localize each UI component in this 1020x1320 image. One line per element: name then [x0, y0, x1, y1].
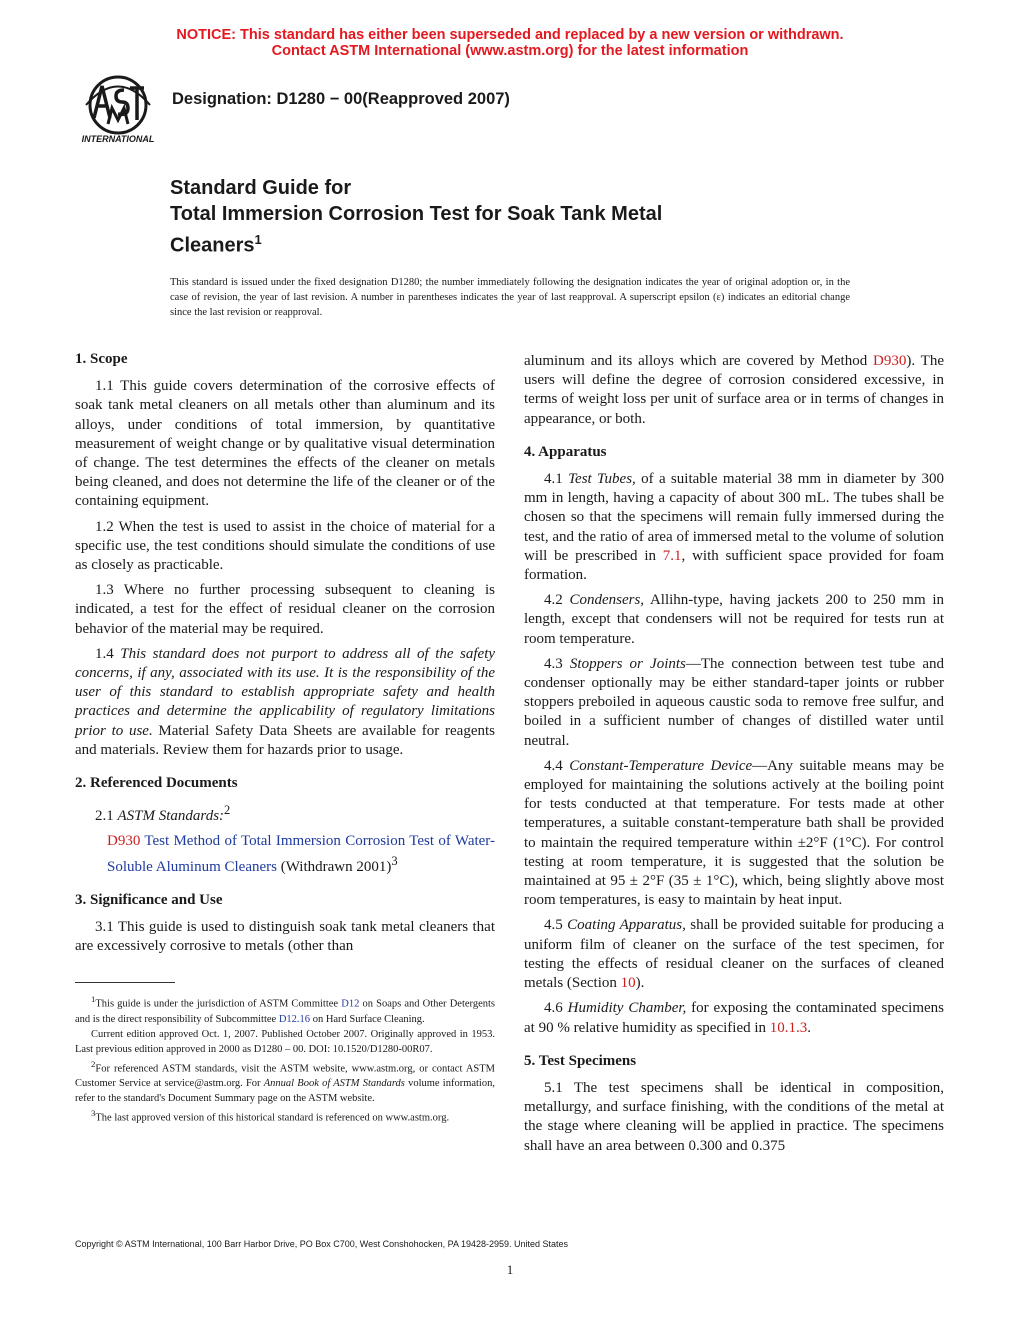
footnote-ref-2[interactable]: 2 [224, 803, 231, 818]
paragraph-text: ). The users will define the degree of corrosion considered excessive, in terms of weight loss per unit of surface area or in terms of changes in appearance, or both. [524, 353, 944, 427]
footnote-text: The last approved version of this historical standard is referenced on www.astm.org. [95, 1112, 450, 1124]
footnote-3 [75, 1106, 495, 1126]
title-footnote-ref[interactable]: 1 [254, 232, 262, 247]
committee-link-d12[interactable]: D12 [341, 998, 360, 1010]
term-condensers: Condensers, [569, 592, 645, 609]
paragraph-5-1: 5.1 The test specimens shall be identical in composition, metallurgy, and surface finishing, with the conditions of the metal at the stage where cleaning will be applied in practice. The specimens shall have an area between 0.300 and 0.375 [524, 1079, 944, 1154]
astm-logo [72, 72, 164, 150]
paragraph-number: 4.2 [544, 592, 570, 609]
footnotes [75, 992, 495, 1126]
left-column [75, 350, 495, 962]
safety-caveat: This standard does not purport to address all of the safety concerns, if any, associated with its use. It is the responsibility of the user of this standard to establish appropriate safety and health practices and determine the applicability of regulatory limitations prior to use. [75, 645, 496, 739]
footnote-text: This guide is under the jurisdiction of ASTM Committee [95, 998, 342, 1010]
title-line-1: Standard Guide for [170, 177, 352, 199]
paragraph-4-4 [524, 757, 944, 911]
footnote-text: on Hard Surface Cleaning. [310, 1013, 425, 1025]
term-constant-temperature-device: Constant-Temperature Device [569, 757, 753, 774]
term-coating-apparatus: Coating Apparatus, [567, 917, 686, 934]
paragraph-4-1 [524, 470, 944, 585]
footnote-text: For referenced ASTM standards, visit the ASTM website, www.astm.org, or contact ASTM Customer Service at service@astm.org. For [75, 1063, 495, 1089]
paragraph-text: , with sufficient space provided for foam formation. [524, 547, 944, 584]
paragraph-1-1: 1.1 This guide covers determination of the corrosive effects of soak tank metal cleaners on all metals other than aluminum and its alloys, under conditions of total immersion, by quantitative measurement of weight change or by qualitative visual determination of change. The test determines the effects of the cleaner on metals being cleaned, and does not determine the life of the cleaner or of the containing equipment. [75, 378, 495, 510]
astm-logo-icon [72, 72, 164, 150]
footnote-marker: 2 [91, 1058, 96, 1069]
footnote-divider [75, 982, 175, 983]
footnote-1-edition: Current edition approved Oct. 1, 2007. Published October 2007. Originally approved in 1953. Last previous edition approved in 2000 as D1280 – 00. DOI: 10.1520/D1280-00R07. [75, 1028, 495, 1055]
reference-title-link[interactable]: Test Method of Total Immersion Corrosion Test of Water-Soluble Aluminum Cleaners [107, 833, 495, 875]
paragraph-text: . [807, 1019, 812, 1036]
section-heading-scope: 1. Scope [75, 351, 128, 367]
paragraph-text: —The connection between test tube and condenser optionally may be either standard-taper joints or rubber stoppers preboiled in aqueous caustic soda to remove free sulfur, and boiled in a sufficient number of changes of distilled water until neutral. [524, 655, 945, 749]
paragraph-number: 4.4 [544, 757, 570, 774]
footnote-2 [75, 1057, 495, 1107]
paragraph-4-5 [524, 916, 944, 993]
paragraph-3-1-continued [524, 352, 944, 429]
paragraph-text: of a suitable material 38 mm in diameter by 300 mm in length, having a capacity of about 300 mL. The tubes shall be chosen so that the specimens will remain fully immersed during the test, and the ratio of area of immersed metal to the volume of solution will be prescribed in [524, 471, 944, 564]
footnote-text: volume information, refer to the standard's Document Summary page on the ASTM website. [75, 1078, 495, 1104]
paragraph-text: for exposing the contaminated specimens at 90 % relative humidity as specified in [524, 1000, 944, 1036]
paragraph-2-1 [75, 801, 495, 826]
section-link-7-1[interactable]: 7.1 [662, 547, 682, 564]
paragraph-4-6 [524, 999, 944, 1037]
footnote-text: on Soaps and Other Detergents and is the direct responsibility of Subcommittee [75, 998, 495, 1025]
book-title: Annual Book of ASTM Standards [263, 1078, 405, 1089]
paragraph-text: Material Safety Data Sheets are available for reagents and materials. Review them for hazards prior to usage. [75, 722, 495, 758]
paragraph-number: 4.3 [544, 655, 570, 672]
footnote-1 [75, 992, 495, 1027]
logo-text: INTERNATIONAL [81, 134, 155, 144]
reference-link-d930[interactable]: D930 [107, 833, 141, 850]
notice-banner [0, 27, 1020, 59]
paragraph-1-2: 1.2 When the test is used to assist in the choice of material for a specific use, the test conditions should simulate the conditions of use as closely as practicable. [75, 518, 495, 574]
page-number: 1 [506, 1262, 514, 1277]
footnote-marker: 3 [91, 1108, 96, 1118]
paragraph-number: 4.6 [544, 1000, 568, 1017]
title-line-2: Total Immersion Corrosion Test for Soak Tank Metal [170, 203, 663, 225]
paragraph-number: 4.5 [544, 917, 568, 934]
section-heading-apparatus: 4. Apparatus [524, 443, 607, 460]
reference-item-d930 [75, 832, 495, 876]
notice-line-1: NOTICE: This standard has either been superseded and replaced by a new version or withdrawn. [176, 27, 844, 43]
paragraph-text: aluminum and its alloys which are covered by Method [524, 353, 874, 369]
reference-status: (Withdrawn 2001) [277, 858, 392, 875]
section-heading-referenced-documents: 2. Referenced Documents [75, 775, 238, 792]
subheading-astm-standards: ASTM Standards: [117, 808, 225, 825]
designation: Designation: D1280 − 00(Reapproved 2007) [172, 90, 510, 108]
title-line-3: Cleaners [170, 234, 255, 257]
paragraph-1-3: 1.3 Where no further processing subsequent to cleaning is indicated, a test for the effect of residual cleaner on the corrosion behavior of the material may be required. [75, 582, 495, 637]
subcommittee-link-d12-16[interactable]: D12.16 [278, 1013, 311, 1025]
paragraph-4-3 [524, 655, 944, 751]
section-heading-significance: 3. Significance and Use [75, 891, 223, 908]
reference-link-d930[interactable]: D930 [873, 353, 907, 369]
paragraph-text: ). [635, 975, 645, 992]
paragraph-3-1: 3.1 This guide is used to distinguish soak tank metal cleaners that are excessively corrosive to metals (other than [75, 919, 495, 955]
paragraph-number: 2.1 [95, 808, 118, 825]
notice-line-2: Contact ASTM International (www.astm.org) for the latest information [271, 43, 749, 59]
paragraph-text: shall be provided suitable for producing a uniform film of cleaner on the surface of the test specimen, for testing the effects of residual cleaner on the surfaces of cleaned metals (Section [524, 917, 945, 992]
footnote-ref-3[interactable]: 3 [391, 853, 398, 868]
paragraph-number: 4.1 [544, 471, 569, 488]
section-heading-test-specimens: 5. Test Specimens [524, 1052, 637, 1069]
paragraph-4-2 [524, 591, 944, 649]
section-link-10-1-3[interactable]: 10.1.3 [769, 1019, 808, 1036]
issuance-note: This standard is issued under the fixed designation D1280; the number immediately following the designation indicates the year of original adoption or, in the case of revision, the year of last revision. A number in parentheses indicates the year of last reapproval. A superscript epsilon (ε) indicates an editorial change since the last revision or reapproval. [170, 277, 850, 318]
footnote-marker: 1 [91, 994, 96, 1004]
term-test-tubes: Test Tubes, [568, 471, 636, 488]
right-column [524, 352, 944, 1162]
paragraph-number: 1.4 [95, 645, 121, 662]
paragraph-text: Allihn-type, having jackets 200 to 250 mm in length, except that condensers will not be required for tests run at room temperature. [524, 592, 945, 647]
term-stoppers: Stoppers or Joints [569, 655, 686, 672]
term-humidity-chamber: Humidity Chamber, [567, 1000, 687, 1017]
copyright-notice: Copyright © ASTM International, 100 Barr Harbor Drive, PO Box C700, West Conshohocken, PA 19428-2959. United States [75, 1239, 569, 1249]
document-title [170, 175, 870, 259]
paragraph-text: —Any suitable means may be employed for maintaining the solutions actively at the boiling point for tests conducted at that temperature. For tests made at other temperatures, a suitable constant-temperature bath shall be provided to maintain the required temperature within ±2°F (1°C). For control testing at room temperature, it is suggested that the solution be maintained at 95 ± 2°F (35 ± 1°C), which, being slightly above most room temperatures, is easy to maintain by heat input. [524, 757, 944, 909]
section-link-10[interactable]: 10 [620, 975, 636, 992]
paragraph-1-4 [75, 645, 495, 760]
